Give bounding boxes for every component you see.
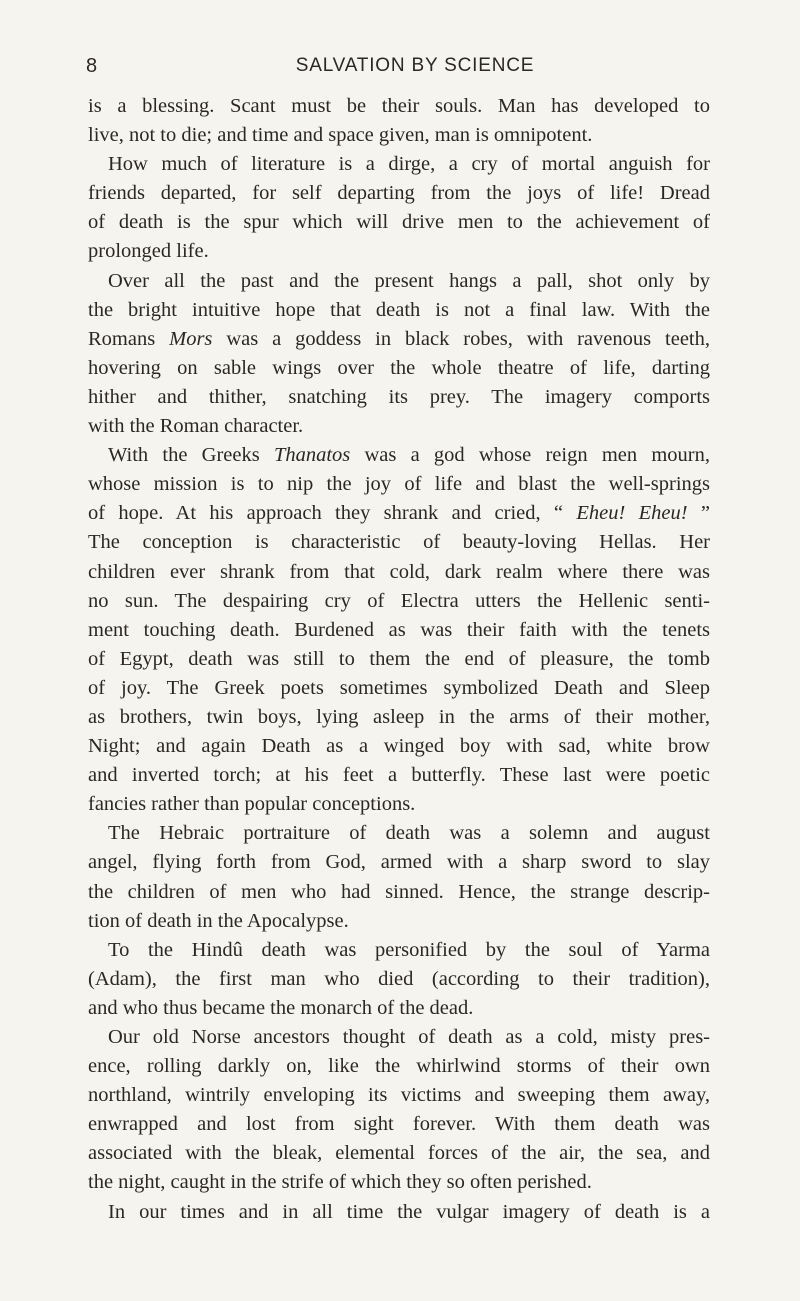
text-line: and inverted torch; at his feet a butterfly. These last were poetic xyxy=(88,764,710,787)
text-line: of death is the spur which will drive men to the achievement of xyxy=(88,211,710,234)
text-line: hither and thither, snatching its prey. The imagery comports xyxy=(88,385,710,408)
text-line: as brothers, twin boys, lying asleep in the arms of their mother, xyxy=(88,705,710,728)
italic-term: Mors xyxy=(169,327,213,350)
text-line: hovering on sable wings over the whole theatre of life, darting xyxy=(88,356,710,379)
running-head: SALVATION BY SCIENCE xyxy=(295,55,535,76)
text-line: with the Roman character. xyxy=(88,415,304,438)
italic-term: Eheu! Eheu! xyxy=(576,502,688,525)
text-line: the children of men who had sinned. Hence, the strange descrip- xyxy=(88,880,710,903)
text-line: of hope. At his approach they shrank and cried, “ Eheu! Eheu! ” xyxy=(88,502,710,525)
text-line: and who thus became the monarch of the dead. xyxy=(88,996,474,1019)
text-line: is a blessing. Scant must be their souls. Man has developed to xyxy=(88,95,710,117)
text-line: northland, wintrily enveloping its victims and sweeping them away, xyxy=(88,1084,710,1107)
text-line: of joy. The Greek poets sometimes symbolized Death and Sleep xyxy=(88,676,710,699)
text-line: the night, caught in the strife of which they so often perished. xyxy=(88,1171,592,1194)
italic-term: Thanatos xyxy=(273,444,351,467)
text-line: tion of death in the Apocalypse. xyxy=(88,909,349,932)
text-line: live, not to die; and time and space given, man is omnipotent. xyxy=(88,124,593,147)
text-line: In our times and in all time the vulgar imagery of death is a xyxy=(108,1200,710,1223)
text-line: no sun. The despairing cry of Electra utters the Hellenic senti- xyxy=(88,589,710,612)
text-line: angel, flying forth from God, armed with a sharp sword to slay xyxy=(88,851,710,874)
text-line: ment touching death. Burdened as was their faith with the tenets xyxy=(88,618,710,641)
text-line: To the Hindû death was personified by the soul of Yarma xyxy=(108,938,710,961)
text-line: With the Greeks Thanatos was a god whose reign men mourn, xyxy=(108,444,710,467)
body-text xyxy=(88,92,710,1227)
page-number: 8 xyxy=(86,55,98,77)
text-line: enwrapped and lost from sight forever. With them death was xyxy=(88,1113,710,1136)
text-line: The conception is characteristic of beauty-loving Hellas. Her xyxy=(88,531,710,554)
text-line: fancies rather than popular conceptions. xyxy=(88,793,416,816)
text-line: children ever shrank from that cold, dark realm where there was xyxy=(88,560,710,583)
text-line: friends departed, for self departing from the joys of life! Dread xyxy=(88,182,710,205)
text-line: associated with the bleak, elemental forces of the air, the sea, and xyxy=(88,1142,710,1165)
text-line: prolonged life. xyxy=(88,240,209,263)
text-line: The Hebraic portraiture of death was a solemn and august xyxy=(108,822,710,845)
text-line: ence, rolling darkly on, like the whirlwind storms of their own xyxy=(88,1055,710,1078)
page-header xyxy=(0,55,800,85)
text-line: the bright intuitive hope that death is not a final law. With the xyxy=(88,298,710,321)
text-line: Our old Norse ancestors thought of death as a cold, misty pres- xyxy=(108,1026,710,1048)
text-line: of Egypt, death was still to them the end of pleasure, the tomb xyxy=(88,647,710,670)
text-line: Over all the past and the present hangs a pall, shot only by xyxy=(108,269,710,292)
text-line: How much of literature is a dirge, a cry of mortal anguish for xyxy=(108,153,710,176)
text-line: Night; and again Death as a winged boy with sad, white brow xyxy=(88,735,710,758)
text-line: whose mission is to nip the joy of life and blast the well-springs xyxy=(88,473,710,496)
text-line: Romans Mors was a goddess in black robes, with ravenous teeth, xyxy=(88,327,710,350)
text-line: (Adam), the first man who died (according to their tradition), xyxy=(88,967,710,990)
